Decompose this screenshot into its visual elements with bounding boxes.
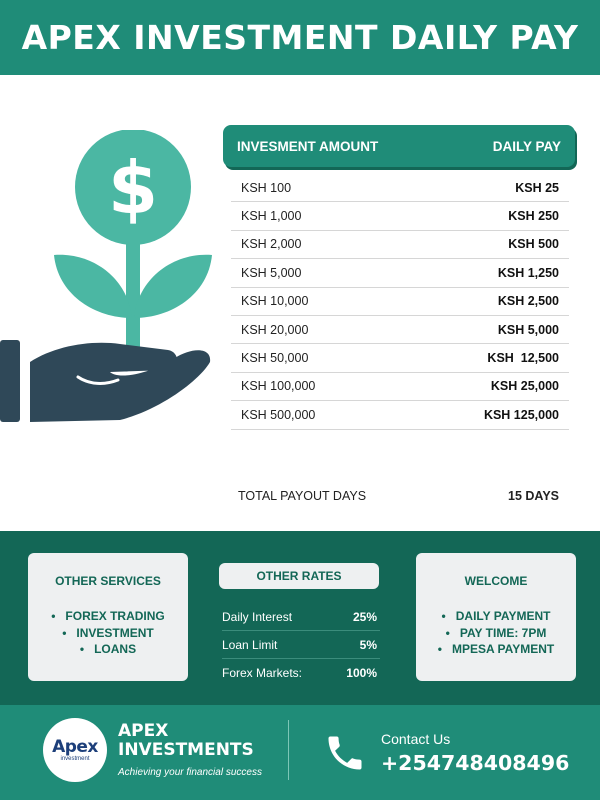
table-row	[231, 316, 569, 344]
contact-phone[interactable]: +254748408496	[381, 751, 570, 775]
table-row	[231, 202, 569, 230]
rate-value: 5%	[359, 637, 377, 652]
rate-label: Loan Limit	[222, 637, 278, 652]
row-pay: KSH 250	[508, 209, 559, 224]
row-amount: KSH 100	[241, 180, 292, 195]
row-amount: KSH 500,000	[241, 407, 316, 422]
table-row	[231, 344, 569, 372]
list-item: • DAILY PAYMENT	[416, 608, 576, 625]
top-banner	[0, 0, 600, 75]
table-row	[231, 231, 569, 259]
phone-icon	[323, 731, 367, 775]
total-payout-value: 15 DAYS	[508, 489, 559, 503]
total-payout-row	[238, 489, 559, 503]
row-pay: KSH 2,500	[497, 294, 559, 309]
table-row	[231, 373, 569, 401]
list-item: • MPESA PAYMENT	[416, 641, 576, 658]
list-item: • PAY TIME: 7PM	[416, 625, 576, 642]
row-pay: KSH 125,000	[483, 407, 559, 422]
row-pay: KSH 500	[508, 237, 559, 252]
row-amount: KSH 10,000	[241, 294, 309, 309]
rate-label: Daily Interest	[222, 609, 293, 624]
brand-line-1: APEX	[118, 721, 169, 741]
table-header	[223, 125, 575, 167]
table-row	[231, 174, 569, 202]
table-row	[231, 401, 569, 429]
header-investment-amount: INVESMENT AMOUNT	[237, 138, 379, 154]
rate-value: 100%	[346, 666, 377, 680]
row-pay: KSH 5,000	[497, 322, 559, 337]
page-title: APEX INVESTMENT DAILY PAY	[21, 18, 579, 57]
rate-table	[231, 174, 569, 430]
row-pay: KSH 25	[515, 180, 559, 195]
row-amount: KSH 2,000	[241, 237, 302, 252]
rate-label: Forex Markets:	[222, 666, 303, 680]
dollar-plant-icon	[54, 130, 212, 348]
logo-sub: investment	[60, 755, 90, 762]
list-item: • LOANS	[28, 641, 188, 658]
row-amount: KSH 1,000	[241, 209, 302, 224]
investment-illustration	[0, 130, 215, 430]
row-amount: KSH 100,000	[241, 379, 316, 394]
rate-item	[222, 631, 380, 659]
contact-label: Contact Us	[381, 731, 451, 747]
row-amount: KSH 20,000	[241, 322, 309, 337]
row-amount: KSH 5,000	[241, 265, 302, 280]
other-rates-list	[222, 603, 380, 687]
table-row	[231, 288, 569, 316]
brand-name	[118, 722, 278, 760]
row-amount: KSH 50,000	[241, 351, 309, 366]
brand-line-2: INVESTMENTS	[118, 740, 254, 760]
hand-icon	[0, 340, 210, 422]
rate-value: 25%	[352, 609, 377, 624]
other-services-title: OTHER SERVICES	[55, 574, 161, 588]
table-row	[231, 259, 569, 287]
welcome-card	[416, 553, 576, 681]
total-payout-label: TOTAL PAYOUT DAYS	[238, 489, 367, 503]
welcome-title: WELCOME	[464, 574, 528, 588]
row-pay: KSH 12,500	[487, 351, 559, 366]
footer-divider	[288, 720, 289, 780]
other-rates-title: OTHER RATES	[219, 563, 379, 589]
list-item: • FOREX TRADING	[28, 608, 188, 625]
row-pay: KSH 25,000	[490, 379, 559, 394]
rate-item	[222, 659, 380, 687]
services-list	[28, 608, 188, 658]
brand-logo	[43, 718, 107, 782]
row-pay: KSH 1,250	[497, 265, 559, 280]
welcome-list	[416, 608, 576, 658]
list-item: • INVESTMENT	[28, 625, 188, 642]
logo-word: Apex	[52, 736, 98, 757]
other-services-card	[28, 553, 188, 681]
svg-text:$: $	[107, 146, 159, 230]
brand-tagline: Achieving your financial success	[118, 767, 262, 778]
rate-item	[222, 603, 380, 631]
header-daily-pay: DAILY PAY	[492, 138, 561, 154]
